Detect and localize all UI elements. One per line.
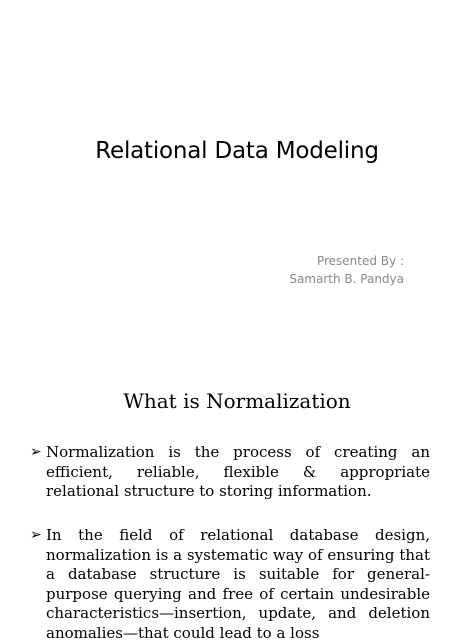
bullet-text: Normalization is the process of creating an efficient, reliable, flexible & appropriate relational structure to storing information. [46, 443, 430, 500]
presentation-title: Relational Data Modeling [95, 138, 379, 164]
presenter-name: Samarth B. Pandya [289, 272, 404, 286]
presented-by-label: Presented By : [316, 254, 404, 268]
arrow-bullet-icon: ➢ [30, 527, 42, 543]
normalization-slide [0, 360, 474, 642]
bullet-item [30, 443, 430, 502]
slide-title: What is Normalization [123, 389, 351, 413]
presenter-block [280, 252, 404, 288]
bullet-item [30, 526, 430, 643]
bullet-text: In the field of relational database design, normalization is a systematic way of ensuring that a database structure is suitable for general-purpose querying and free of certain undesirable characteristics—insertion, update, and deletion anomalies—that could lead to a loss [46, 526, 430, 642]
arrow-bullet-icon: ➢ [30, 444, 42, 460]
